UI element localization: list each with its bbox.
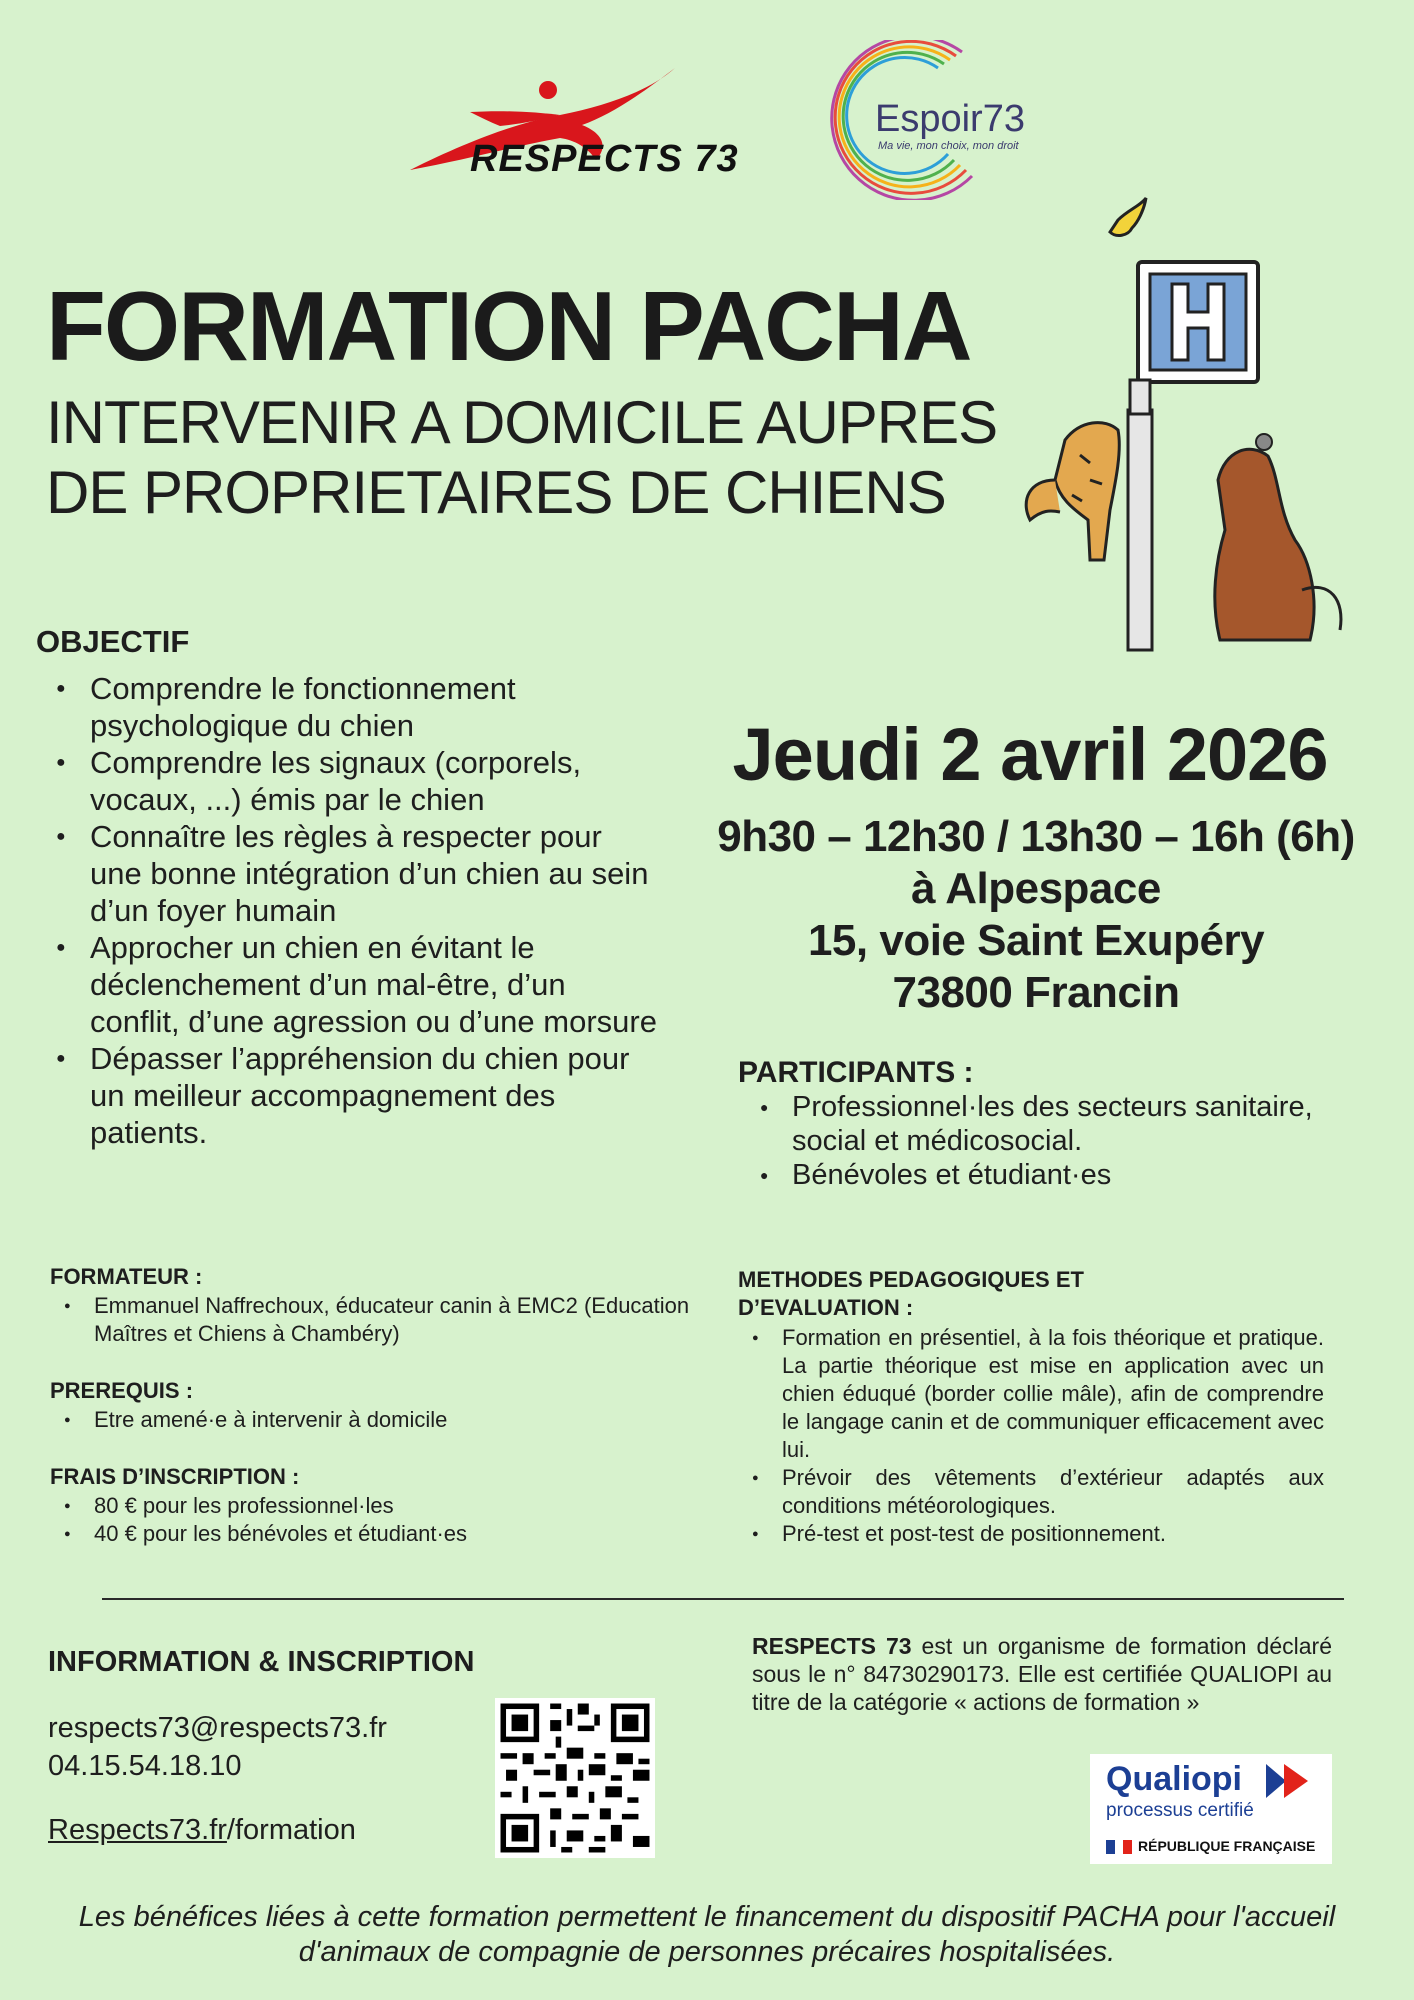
contact-phone[interactable]: 04.15.54.18.10 [48,1750,242,1782]
qr-code-icon[interactable] [495,1698,655,1858]
prerequis-heading: PREREQUIS : [50,1378,194,1403]
event-street: 15, voie Saint Exupéry [807,916,1265,965]
list-item: ● Professionnel·les des secteurs sanitaire, social et médicosocial. [760,1090,1380,1158]
objectif-heading: OBJECTIF [36,624,190,659]
website-path[interactable]: /formation [226,1814,356,1846]
contact-email[interactable]: respects73@respects73.fr [48,1712,387,1744]
respects-73-logo-text: RESPECTS 73 [470,138,739,180]
list-item: ● Dépasser l’appréhension du chien pour un meilleur accompagnement des patients. [52,1040,662,1151]
list-item: ● Bénévoles et étudiant·es [760,1158,1380,1192]
list-item: ● Connaître les règles à respecter pour une bonne intégration d’un chien au sein d’un foyer humain [52,818,662,929]
frais-list [50,1492,690,1548]
list-item: ● Emmanuel Naffrechoux, éducateur canin à EMC2 (Education Maîtres et Chiens à Chambéry) [50,1292,690,1348]
event-time: 9h30 – 12h30 / 13h30 – 16h (6h) [717,812,1355,861]
qualiopi-subtitle: processus certifié [1106,1800,1254,1821]
page-title: FORMATION PACHA [46,271,971,381]
event-city: 73800 Francin [892,968,1180,1017]
methodes-list [738,1324,1324,1548]
hospital-sign-cat-dog-illustration [1020,180,1360,660]
list-item: ● Approcher un chien en évitant le déclenchement d’un mal-être, d’un conflit, d’une agression ou d’une morsure [52,929,662,1040]
subtitle-line-2: DE PROPRIETAIRES DE CHIENS [46,459,946,526]
organisme-text: est un organisme de formation déclaré sous le n° 84730290173. Elle est certifiée QUALIOPI au titre de la catégorie « actions de formation » [752,1633,1332,1715]
list-item: ● Comprendre le fonctionnement psychologique du chien [52,670,662,744]
frais-heading: FRAIS D’INSCRIPTION : [50,1464,300,1489]
list-item: ● Pré-test et post-test de positionnement. [738,1520,1324,1548]
event-date: Jeudi 2 avril 2026 [732,713,1328,796]
qualiopi-name: Qualiopi [1106,1760,1242,1798]
info-heading: INFORMATION & INSCRIPTION [48,1646,475,1678]
event-place: à Alpespace [911,864,1161,913]
qualiopi-arrows-icon [1266,1764,1310,1798]
formateur-list [50,1292,690,1348]
list-item: ● Etre amené·e à intervenir à domicile [50,1406,690,1434]
organisme-paragraph [752,1632,1332,1716]
horizontal-divider [102,1598,1344,1600]
participants-heading: PARTICIPANTS : [738,1056,974,1089]
footer-note: Les bénéfices liées à cette formation permettent le financement du dispositif PACHA pour l'accueil d'animaux de compagnie de personnes précaires hospitalisées. [78,1901,1336,1968]
espoir73-logo-tagline: Ma vie, mon choix, mon droit [878,140,1019,152]
formateur-heading: FORMATEUR : [50,1264,203,1289]
participants-list [760,1090,1380,1192]
website-domain[interactable]: Respects73.fr [48,1814,227,1846]
website-link[interactable] [48,1814,356,1847]
list-item: ● 80 € pour les professionnel·les [50,1492,690,1520]
objectif-list [52,670,662,1151]
prerequis-list [50,1406,690,1434]
organisme-name: RESPECTS 73 [752,1633,912,1659]
list-item: ● Comprendre les signaux (corporels, vocaux, ...) émis par le chien [52,744,662,818]
french-flag-icon [1106,1840,1132,1854]
list-item: ● Formation en présentiel, à la fois théorique et pratique. La partie théorique est mise en application avec un chien éduqué (border collie mâle), afin de comprendre le langage canin et de communiquer efficacement avec lui. [738,1324,1324,1464]
espoir73-logo-name: Espoir73 [875,98,1025,140]
subtitle-line-1: INTERVENIR A DOMICILE AUPRES [46,389,998,456]
republique-francaise-label: RÉPUBLIQUE FRANÇAISE [1138,1838,1316,1854]
methodes-heading: METHODES PEDAGOGIQUES ET D’EVALUATION : [738,1267,1084,1320]
list-item: ● 40 € pour les bénévoles et étudiant·es [50,1520,690,1548]
list-item: ● Prévoir des vêtements d’extérieur adaptés aux conditions météorologiques. [738,1464,1324,1520]
